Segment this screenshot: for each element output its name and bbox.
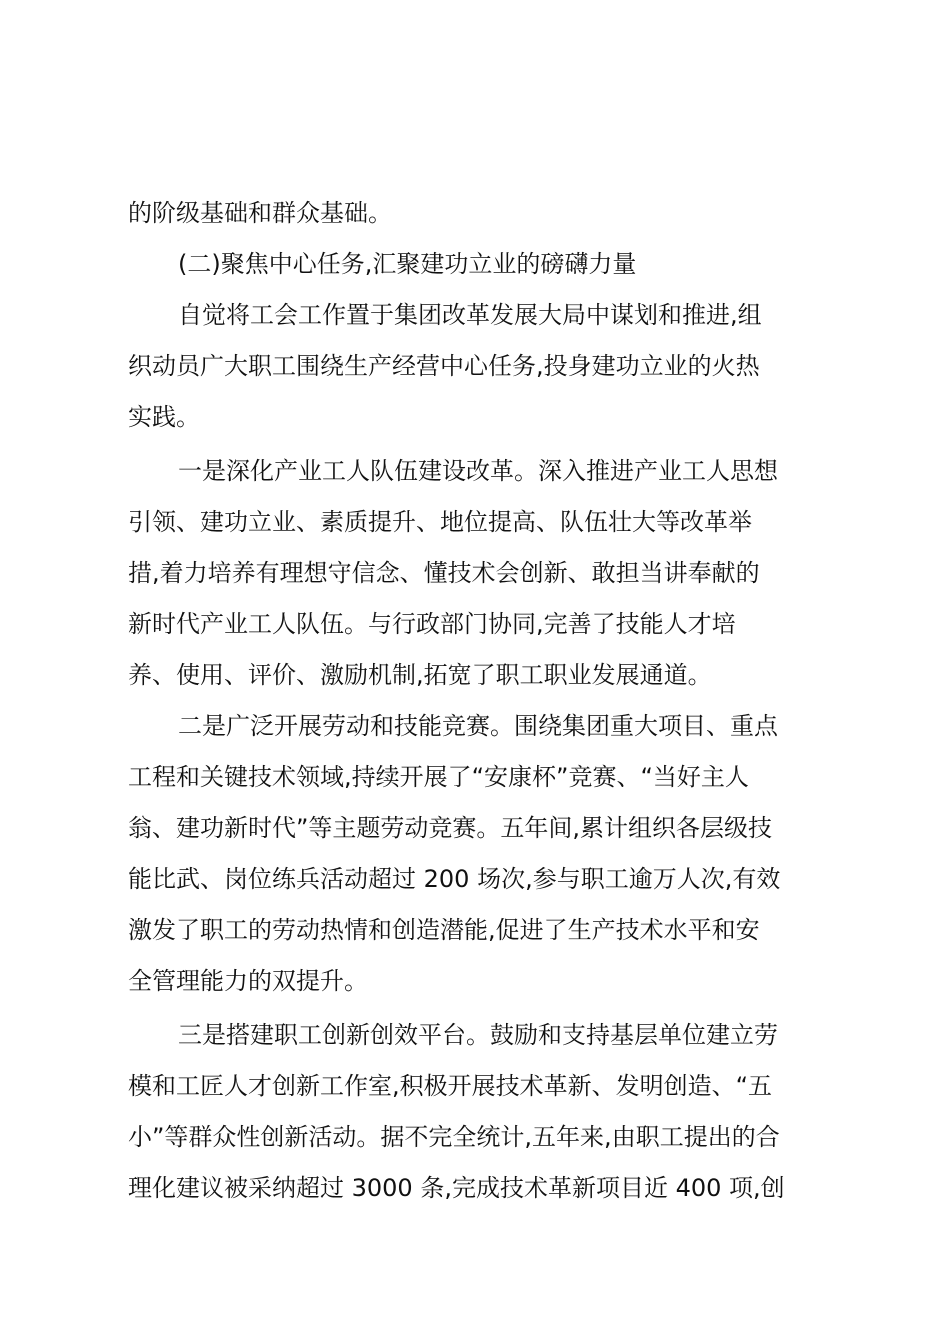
text-line: 激发了职工的劳动热情和创造潜能,促进了生产技术水平和安 bbox=[128, 916, 760, 944]
section-heading: (二)聚焦中心任务,汇聚建功立业的磅礴力量 bbox=[178, 250, 637, 278]
text-line: 全管理能力的双提升。 bbox=[128, 967, 368, 995]
text-line: 二是广泛开展劳动和技能竞赛。围绕集团重大项目、重点 bbox=[178, 712, 778, 740]
text-line: 的阶级基础和群众基础。 bbox=[128, 199, 392, 227]
text-line: 自觉将工会工作置于集团改革发展大局中谋划和推进,组 bbox=[178, 301, 762, 329]
text-line: 能比武、岗位练兵活动超过 200 场次,参与职工逾万人次,有效 bbox=[128, 865, 781, 893]
text-line: 三是搭建职工创新创效平台。鼓励和支持基层单位建立劳 bbox=[178, 1021, 778, 1049]
text-line: 实践。 bbox=[128, 403, 200, 431]
document-body bbox=[128, 188, 823, 1214]
text-line: 翁、建功新时代”等主题劳动竞赛。五年间,累计组织各层级技 bbox=[128, 814, 773, 842]
text-line: 织动员广大职工围绕生产经营中心任务,投身建功立业的火热 bbox=[128, 352, 760, 380]
text-line: 养、使用、评价、激励机制,拓宽了职工职业发展通道。 bbox=[128, 661, 712, 689]
text-line: 理化建议被采纳超过 3000 条,完成技术革新项目近 400 项,创 bbox=[128, 1174, 785, 1202]
text-line: 引领、建功立业、素质提升、地位提高、队伍壮大等改革举 bbox=[128, 508, 752, 536]
text-line: 小”等群众性创新活动。据不完全统计,五年来,由职工提出的合 bbox=[128, 1123, 780, 1151]
text-line: 措,着力培养有理想守信念、懂技术会创新、敢担当讲奉献的 bbox=[128, 559, 760, 587]
text-line: 一是深化产业工人队伍建设改革。深入推进产业工人思想 bbox=[178, 457, 778, 485]
text-line: 工程和关键技术领域,持续开展了“安康杯”竞赛、“当好主人 bbox=[128, 763, 749, 791]
text-line: 新时代产业工人队伍。与行政部门协同,完善了技能人才培 bbox=[128, 610, 736, 638]
text-line: 模和工匠人才创新工作室,积极开展技术革新、发明创造、“五 bbox=[128, 1072, 773, 1100]
